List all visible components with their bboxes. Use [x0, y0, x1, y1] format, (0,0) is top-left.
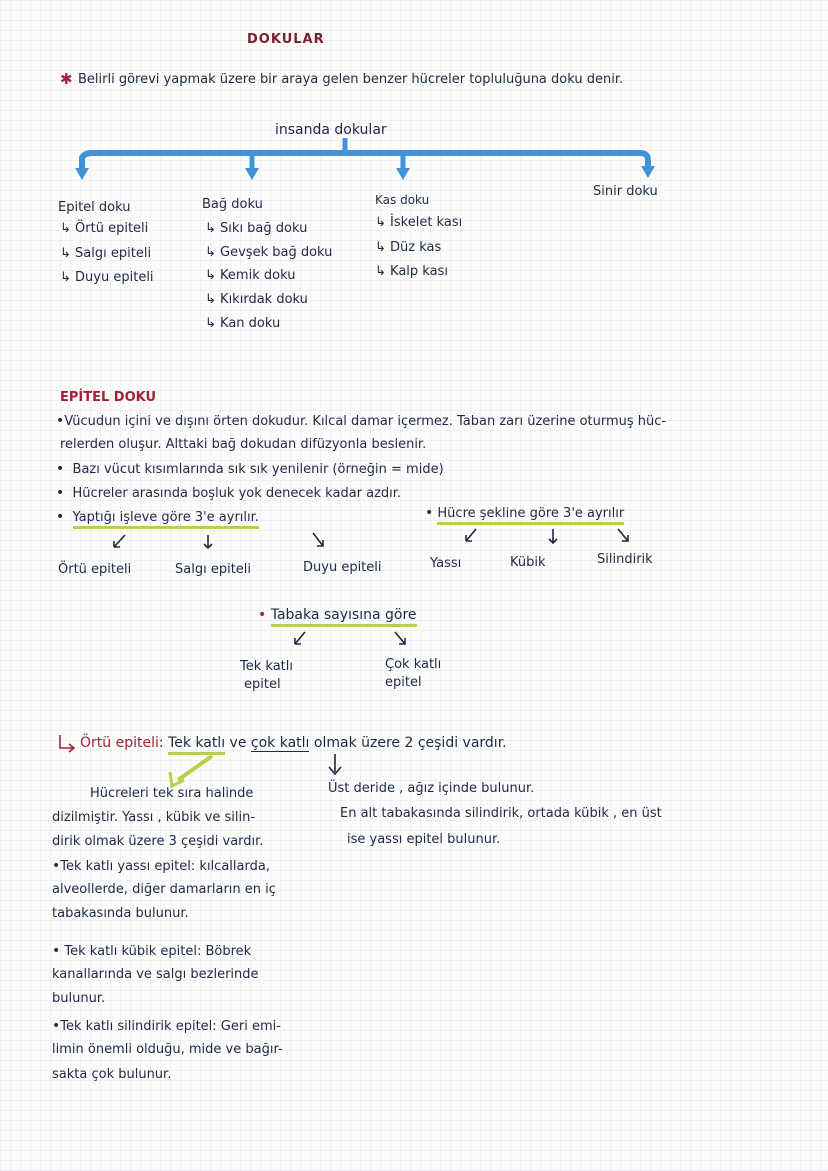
bullet-1-cont: relerden oluşur. Alttaki bağ dokudan difüzyonla beslenir.	[60, 437, 427, 452]
layer-arrows	[295, 632, 405, 644]
arrowhead-3	[396, 168, 410, 180]
bullet-3: • Hücreler arasında boşluk yok denecek kadar azdır.	[56, 485, 402, 501]
branch-epitel-item: ↳ Duyu epiteli	[60, 270, 154, 285]
kubik-line: kanallarında ve salgı bezlerinde	[52, 967, 259, 982]
branch-sinir-title: Sinir doku	[593, 184, 658, 199]
branch-bag-item: ↳ Gevşek bağ doku	[205, 245, 333, 260]
yassi-line: alveollerde, diğer damarların en iç	[52, 882, 276, 897]
kubik-line: • Tek katlı kübik epitel: Böbrek	[52, 943, 252, 959]
branch-bag-title: Bağ doku	[202, 197, 263, 212]
branch-bag-item: ↳ Kan doku	[205, 316, 281, 331]
cok-katli-arrow	[329, 754, 341, 774]
ortu-left-line: dizilmiştir. Yassı , kübik ve silin-	[52, 810, 256, 825]
ortu-heading: Örtü epiteli: Tek katlı ve çok katlı olmak üzere 2 çeşidi vardır.	[80, 735, 507, 753]
ortu-left-line: Hücreleri tek sıra halinde	[90, 786, 254, 801]
func-item: Salgı epiteli	[175, 562, 252, 577]
tree-root: insanda dokular	[275, 122, 387, 138]
bullet-2: • Bazı vücut kısımlarında sık sık yenilenir (örneğin = mide)	[56, 461, 444, 477]
star-icon: ✱	[60, 70, 73, 88]
ortu-right-line: Üst deride , ağız içinde bulunur.	[328, 781, 535, 796]
branch-bag-item: ↳ Kıkırdak doku	[205, 292, 308, 307]
page-title: DOKULAR	[247, 32, 325, 47]
func-arrows	[114, 533, 323, 548]
branch-bag-item: ↳ Kemik doku	[205, 268, 296, 283]
branch-kas-item: ↳ İskelet kası	[375, 215, 463, 230]
ortu-marker-arrow	[60, 735, 74, 752]
func-item: Örtü epiteli	[58, 562, 132, 577]
bullet-layer: • Tabaka sayısına göre	[258, 607, 417, 625]
silindirik-line: limin önemli olduğu, mide ve bağır-	[52, 1042, 283, 1057]
ortu-left-line: dirik olmak üzere 3 çeşidi vardır.	[52, 834, 264, 849]
arrowhead-2	[245, 168, 259, 180]
yassi-line: •Tek katlı yassı epitel: kılcallarda,	[52, 858, 270, 874]
layer-item-2-line2: epitel	[385, 675, 422, 690]
tree-bracket	[82, 153, 648, 170]
arrowhead-1	[75, 168, 89, 180]
branch-epitel-item: ↳ Örtü epiteli	[60, 221, 149, 236]
ortu-right-line: En alt tabakasında silindirik, ortada kübik , en üst	[340, 806, 662, 821]
bullet-shape: • Hücre şekline göre 3'e ayrılır	[425, 505, 624, 523]
func-item: Duyu epiteli	[303, 560, 382, 575]
definition-text: Belirli görevi yapmak üzere bir araya gelen benzer hücreler topluluğuna doku denir.	[78, 72, 624, 87]
ortu-right-line: ise yassı epitel bulunur.	[347, 832, 501, 847]
branch-epitel-item: ↳ Salgı epiteli	[60, 246, 152, 261]
bullet-1: •Vücudun içini ve dışını örten dokudur. Kılcal damar içermez. Taban zarı üzerine oturmuş hüc-	[56, 413, 667, 429]
branch-kas-item: ↳ Düz kas	[375, 240, 442, 255]
branch-kas-title: Kas doku	[375, 193, 430, 207]
yassi-line: tabakasında bulunur.	[52, 906, 189, 921]
tek-katli-arrow	[178, 756, 212, 780]
branch-epitel-title: Epitel doku	[58, 200, 131, 215]
layer-item-1-line2: epitel	[244, 677, 281, 692]
branch-kas-item: ↳ Kalp kası	[375, 264, 448, 279]
layer-item-1-line1: Tek katlı	[240, 659, 293, 674]
silindirik-line: •Tek katlı silindirik epitel: Geri emi-	[52, 1018, 281, 1034]
shape-arrows	[466, 529, 628, 543]
layer-item-2-line1: Çok katlı	[385, 657, 442, 672]
arrowhead-4	[641, 166, 655, 178]
kubik-line: bulunur.	[52, 991, 106, 1006]
branch-bag-item: ↳ Sıkı bağ doku	[205, 221, 308, 236]
shape-item: Kübik	[510, 555, 546, 570]
silindirik-line: sakta çok bulunur.	[52, 1067, 172, 1082]
shape-item: Yassı	[430, 556, 462, 571]
epitel-heading: EPİTEL DOKU	[60, 390, 157, 405]
bullet-func: • Yaptığı işleve göre 3'e ayrılır.	[56, 509, 259, 527]
shape-item: Silindirik	[597, 552, 653, 567]
